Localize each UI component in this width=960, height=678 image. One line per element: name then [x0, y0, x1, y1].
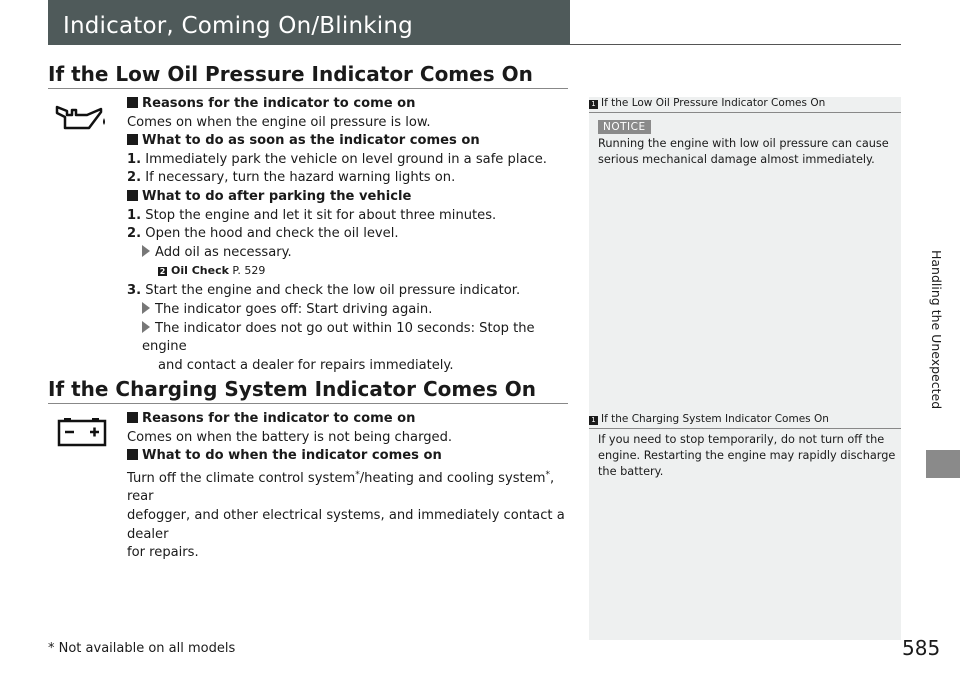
reference-icon: 2 [159, 267, 166, 277]
step-item: 2. If necessary, turn the hazard warning lights on. [127, 170, 456, 186]
reasons-text: Comes on when the engine oil pressure is low. [127, 114, 431, 130]
square-bullet-icon [127, 449, 138, 460]
section-rule-oil [48, 88, 568, 89]
subheading-reasons: Reasons for the indicator to come on [127, 410, 572, 429]
arrow-right-icon [142, 245, 150, 257]
chapter-tab-label: Handling the Unexpected [929, 250, 944, 410]
title-rule [570, 44, 901, 45]
section-heading-oil: If the Low Oil Pressure Indicator Comes On [48, 62, 533, 86]
page-number: 585 [902, 636, 941, 660]
instruction-text: defogger, and other electrical systems, and immediately contact a dealer [127, 507, 565, 542]
section-rule-charging [48, 403, 568, 404]
subheading-reasons: Reasons for the indicator to come on [127, 95, 572, 114]
chapter-tab[interactable] [920, 250, 950, 450]
page-title-bar [48, 0, 570, 45]
note-marker-icon: 1 [589, 100, 598, 109]
arrow-item: Add oil as necessary. [127, 244, 572, 263]
arrow-item: The indicator does not go out within 10 seconds: Stop the engine [142, 320, 535, 355]
step-item: 3. Start the engine and check the low oil pressure indicator. [127, 283, 521, 299]
sidebar-note-title: 1 If the Charging System Indicator Comes On [589, 413, 901, 425]
battery-icon [54, 415, 110, 449]
step-item: 1. Stop the engine and let it sit for about three minutes. [127, 207, 497, 223]
sidebar-note-text: If you need to stop temporarily, do not turn off the engine. Restarting the engine may rapidly discharge the battery. [598, 433, 896, 478]
subheading-what-to-do: What to do as soon as the indicator comes on [127, 132, 572, 151]
sidebar-panel [589, 97, 901, 640]
section-heading-charging: If the Charging System Indicator Comes On [48, 377, 536, 401]
arrow-item-continuation: and contact a dealer for repairs immediately. [158, 357, 454, 373]
arrow-item: The indicator goes off: Start driving again. [127, 301, 572, 320]
reasons-text: Comes on when the battery is not being charged. [127, 429, 453, 445]
square-bullet-icon [127, 97, 138, 108]
sidebar-note-text: Running the engine with low oil pressure can cause serious mechanical damage almost immediately. [598, 137, 889, 166]
oil-section-body [127, 95, 572, 375]
instruction-text: for repairs. [127, 545, 199, 561]
instruction-text: Turn off the climate control system*/heating and cooling system*, rear [127, 469, 555, 505]
sidebar-note-title: 1 If the Low Oil Pressure Indicator Comes On [589, 97, 901, 109]
footnote: * Not available on all models [48, 641, 236, 656]
step-item: 2. Open the hood and check the oil level. [127, 226, 399, 242]
notice-badge: NOTICE [598, 120, 651, 134]
step-item: 1. Immediately park the vehicle on level ground in a safe place. [127, 151, 547, 167]
oil-can-icon [54, 100, 110, 134]
arrow-right-icon [142, 321, 150, 333]
subheading-after-parking: What to do after parking the vehicle [127, 188, 572, 207]
page-title: Indicator, Coming On/Blinking [63, 13, 413, 39]
square-bullet-icon [127, 134, 138, 145]
square-bullet-icon [127, 190, 138, 201]
cross-reference[interactable]: 2 Oil Check P. 529 [159, 264, 266, 278]
sidebar-rule [589, 428, 901, 429]
subheading-what-to-do: What to do when the indicator comes on [127, 447, 572, 466]
square-bullet-icon [127, 412, 138, 423]
arrow-right-icon [142, 302, 150, 314]
chapter-tab-marker [926, 450, 960, 478]
sidebar-rule [589, 112, 901, 113]
note-marker-icon: 1 [589, 416, 598, 425]
charging-section-body [127, 410, 572, 563]
